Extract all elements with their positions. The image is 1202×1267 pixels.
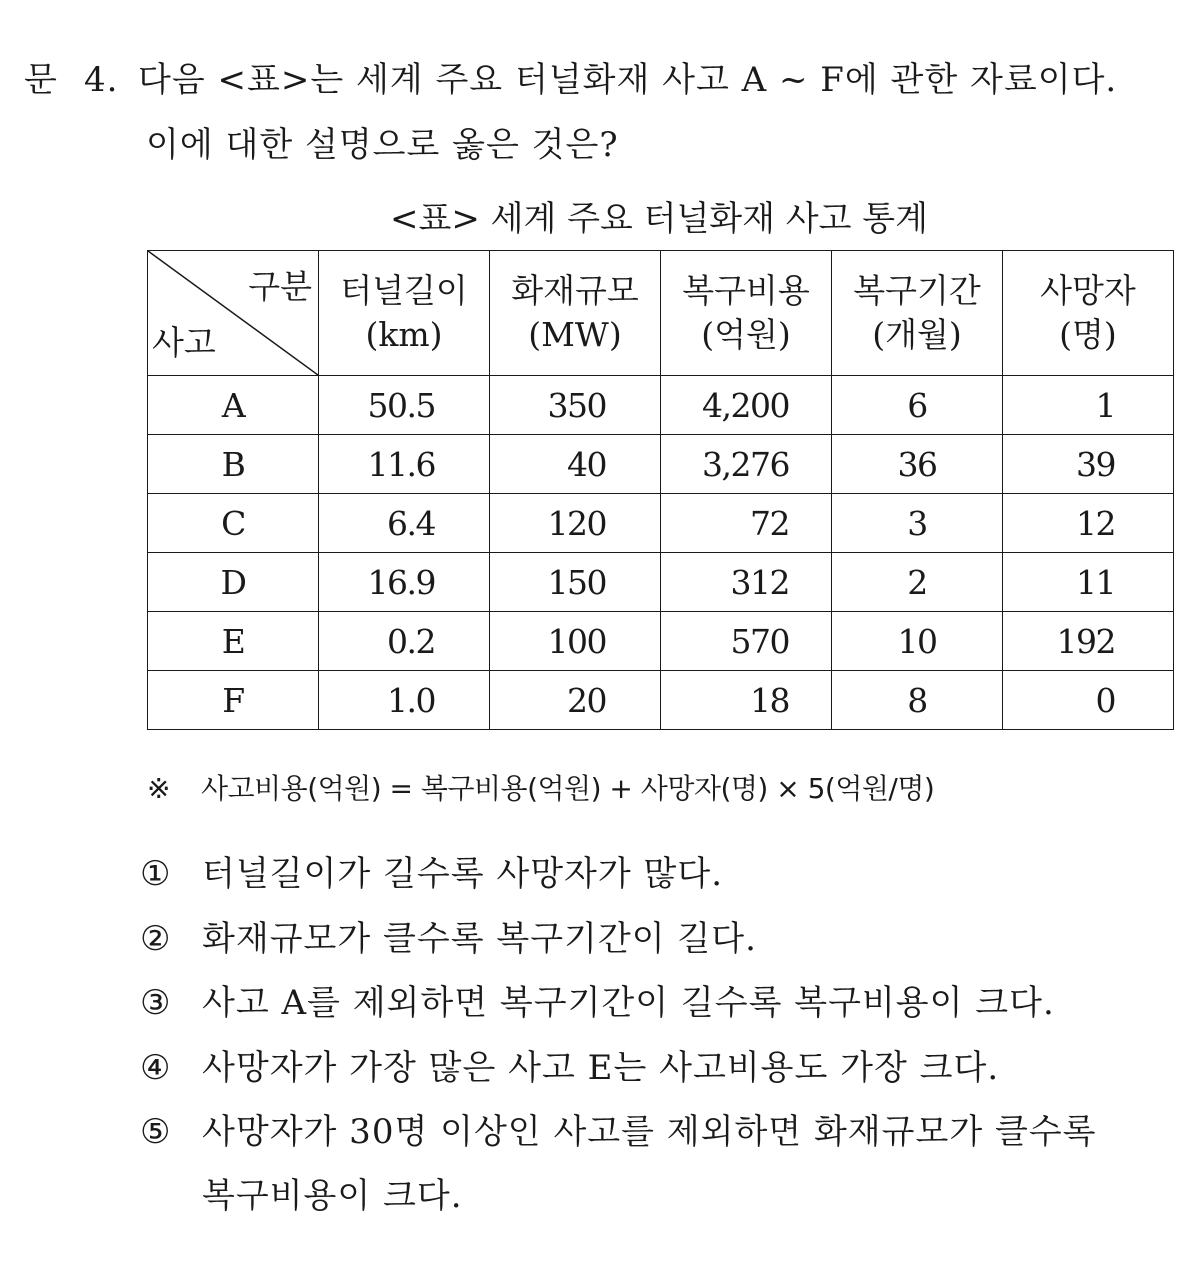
formula-text: 사고비용(억원) = 복구비용(억원) + 사망자(명) × 5(억원/명) bbox=[201, 772, 935, 805]
recovery-cost-value: 72 bbox=[661, 494, 832, 553]
header-unit: (개월) bbox=[872, 315, 962, 354]
header-text: 복구기간 bbox=[853, 271, 981, 310]
header-text: 사망자 bbox=[1040, 271, 1136, 310]
header-text: 화재규모 bbox=[511, 271, 639, 310]
recovery-period-value: 3 bbox=[832, 494, 1003, 553]
question-label: 문 bbox=[24, 60, 58, 100]
accident-id: F bbox=[148, 671, 319, 730]
fire-scale-value: 150 bbox=[490, 553, 661, 612]
tunnel-length-value: 6.4 bbox=[319, 494, 490, 553]
answer-option-5[interactable] bbox=[140, 1104, 1097, 1153]
table-row bbox=[148, 671, 1174, 730]
accident-id: A bbox=[148, 376, 319, 435]
diagonal-header-cell bbox=[148, 251, 319, 376]
answer-option-2[interactable] bbox=[140, 911, 757, 960]
header-unit: (km) bbox=[365, 315, 443, 354]
header-accident-label: 사고 bbox=[152, 323, 216, 362]
recovery-cost-value: 570 bbox=[661, 612, 832, 671]
recovery-period-value: 8 bbox=[832, 671, 1003, 730]
accident-id: E bbox=[148, 612, 319, 671]
deaths-value: 192 bbox=[1003, 612, 1174, 671]
option-number: ② bbox=[140, 919, 172, 959]
deaths-value: 11 bbox=[1003, 553, 1174, 612]
header-recovery-cost bbox=[661, 251, 832, 376]
recovery-cost-value: 312 bbox=[661, 553, 832, 612]
recovery-period-value: 10 bbox=[832, 612, 1003, 671]
fire-scale-value: 40 bbox=[490, 435, 661, 494]
question-text-1: 다음 <표>는 세계 주요 터널화재 사고 A ~ F에 관한 자료이다. bbox=[138, 60, 1118, 100]
header-unit: (MW) bbox=[528, 315, 622, 354]
header-deaths bbox=[1003, 251, 1174, 376]
fire-scale-value: 350 bbox=[490, 376, 661, 435]
option-number: ④ bbox=[140, 1048, 172, 1088]
table-row bbox=[148, 435, 1174, 494]
table-row bbox=[148, 553, 1174, 612]
option-number: ⑤ bbox=[140, 1112, 172, 1152]
recovery-cost-value: 18 bbox=[661, 671, 832, 730]
header-text: 복구비용 bbox=[682, 271, 810, 310]
fire-scale-value: 120 bbox=[490, 494, 661, 553]
option-text: 터널길이가 길수록 사망자가 많다. bbox=[202, 854, 724, 894]
header-fire-scale bbox=[490, 251, 661, 376]
answer-option-5-continued: 복구비용이 크다. bbox=[202, 1176, 463, 1216]
accident-table bbox=[147, 250, 1174, 730]
header-unit: (명) bbox=[1059, 315, 1117, 354]
accident-id: C bbox=[148, 494, 319, 553]
recovery-period-value: 2 bbox=[832, 553, 1003, 612]
header-recovery-period bbox=[832, 251, 1003, 376]
deaths-value: 0 bbox=[1003, 671, 1174, 730]
option-text: 사고 A를 제외하면 복구기간이 길수록 복구비용이 크다. bbox=[202, 983, 1055, 1023]
option-number: ① bbox=[140, 854, 172, 894]
option-text: 화재규모가 클수록 복구기간이 길다. bbox=[202, 919, 757, 959]
fire-scale-value: 20 bbox=[490, 671, 661, 730]
option-text: 사망자가 30명 이상인 사고를 제외하면 화재규모가 클수록 bbox=[202, 1112, 1097, 1152]
recovery-cost-value: 3,276 bbox=[661, 435, 832, 494]
fire-scale-value: 100 bbox=[490, 612, 661, 671]
tunnel-length-value: 50.5 bbox=[319, 376, 490, 435]
accident-id: D bbox=[148, 553, 319, 612]
header-text: 터널길이 bbox=[340, 271, 468, 310]
answer-option-1[interactable] bbox=[140, 846, 723, 895]
recovery-period-value: 36 bbox=[832, 435, 1003, 494]
answer-option-4[interactable] bbox=[140, 1040, 999, 1089]
table-row bbox=[148, 376, 1174, 435]
recovery-period-value: 6 bbox=[832, 376, 1003, 435]
recovery-cost-value: 4,200 bbox=[661, 376, 832, 435]
option-number: ③ bbox=[140, 983, 172, 1023]
question-line-2: 이에 대한 설명으로 옳은 것은? bbox=[146, 125, 619, 165]
deaths-value: 39 bbox=[1003, 435, 1174, 494]
question-line-1 bbox=[24, 52, 1117, 101]
reference-mark: ※ bbox=[147, 772, 170, 805]
option-text: 사망자가 가장 많은 사고 E는 사고비용도 가장 크다. bbox=[202, 1048, 1000, 1088]
deaths-value: 12 bbox=[1003, 494, 1174, 553]
table-caption: <표> 세계 주요 터널화재 사고 통계 bbox=[390, 199, 928, 239]
header-unit: (억원) bbox=[701, 315, 791, 354]
table-header-row bbox=[148, 251, 1174, 376]
tunnel-length-value: 1.0 bbox=[319, 671, 490, 730]
tunnel-length-value: 16.9 bbox=[319, 553, 490, 612]
table-row bbox=[148, 494, 1174, 553]
tunnel-length-value: 11.6 bbox=[319, 435, 490, 494]
formula-note bbox=[147, 767, 934, 807]
table-row bbox=[148, 612, 1174, 671]
question-number: 4. bbox=[84, 60, 119, 100]
tunnel-length-value: 0.2 bbox=[319, 612, 490, 671]
header-tunnel-length bbox=[319, 251, 490, 376]
accident-id: B bbox=[148, 435, 319, 494]
answer-option-3[interactable] bbox=[140, 975, 1055, 1024]
deaths-value: 1 bbox=[1003, 376, 1174, 435]
header-category-label: 구분 bbox=[248, 267, 312, 306]
